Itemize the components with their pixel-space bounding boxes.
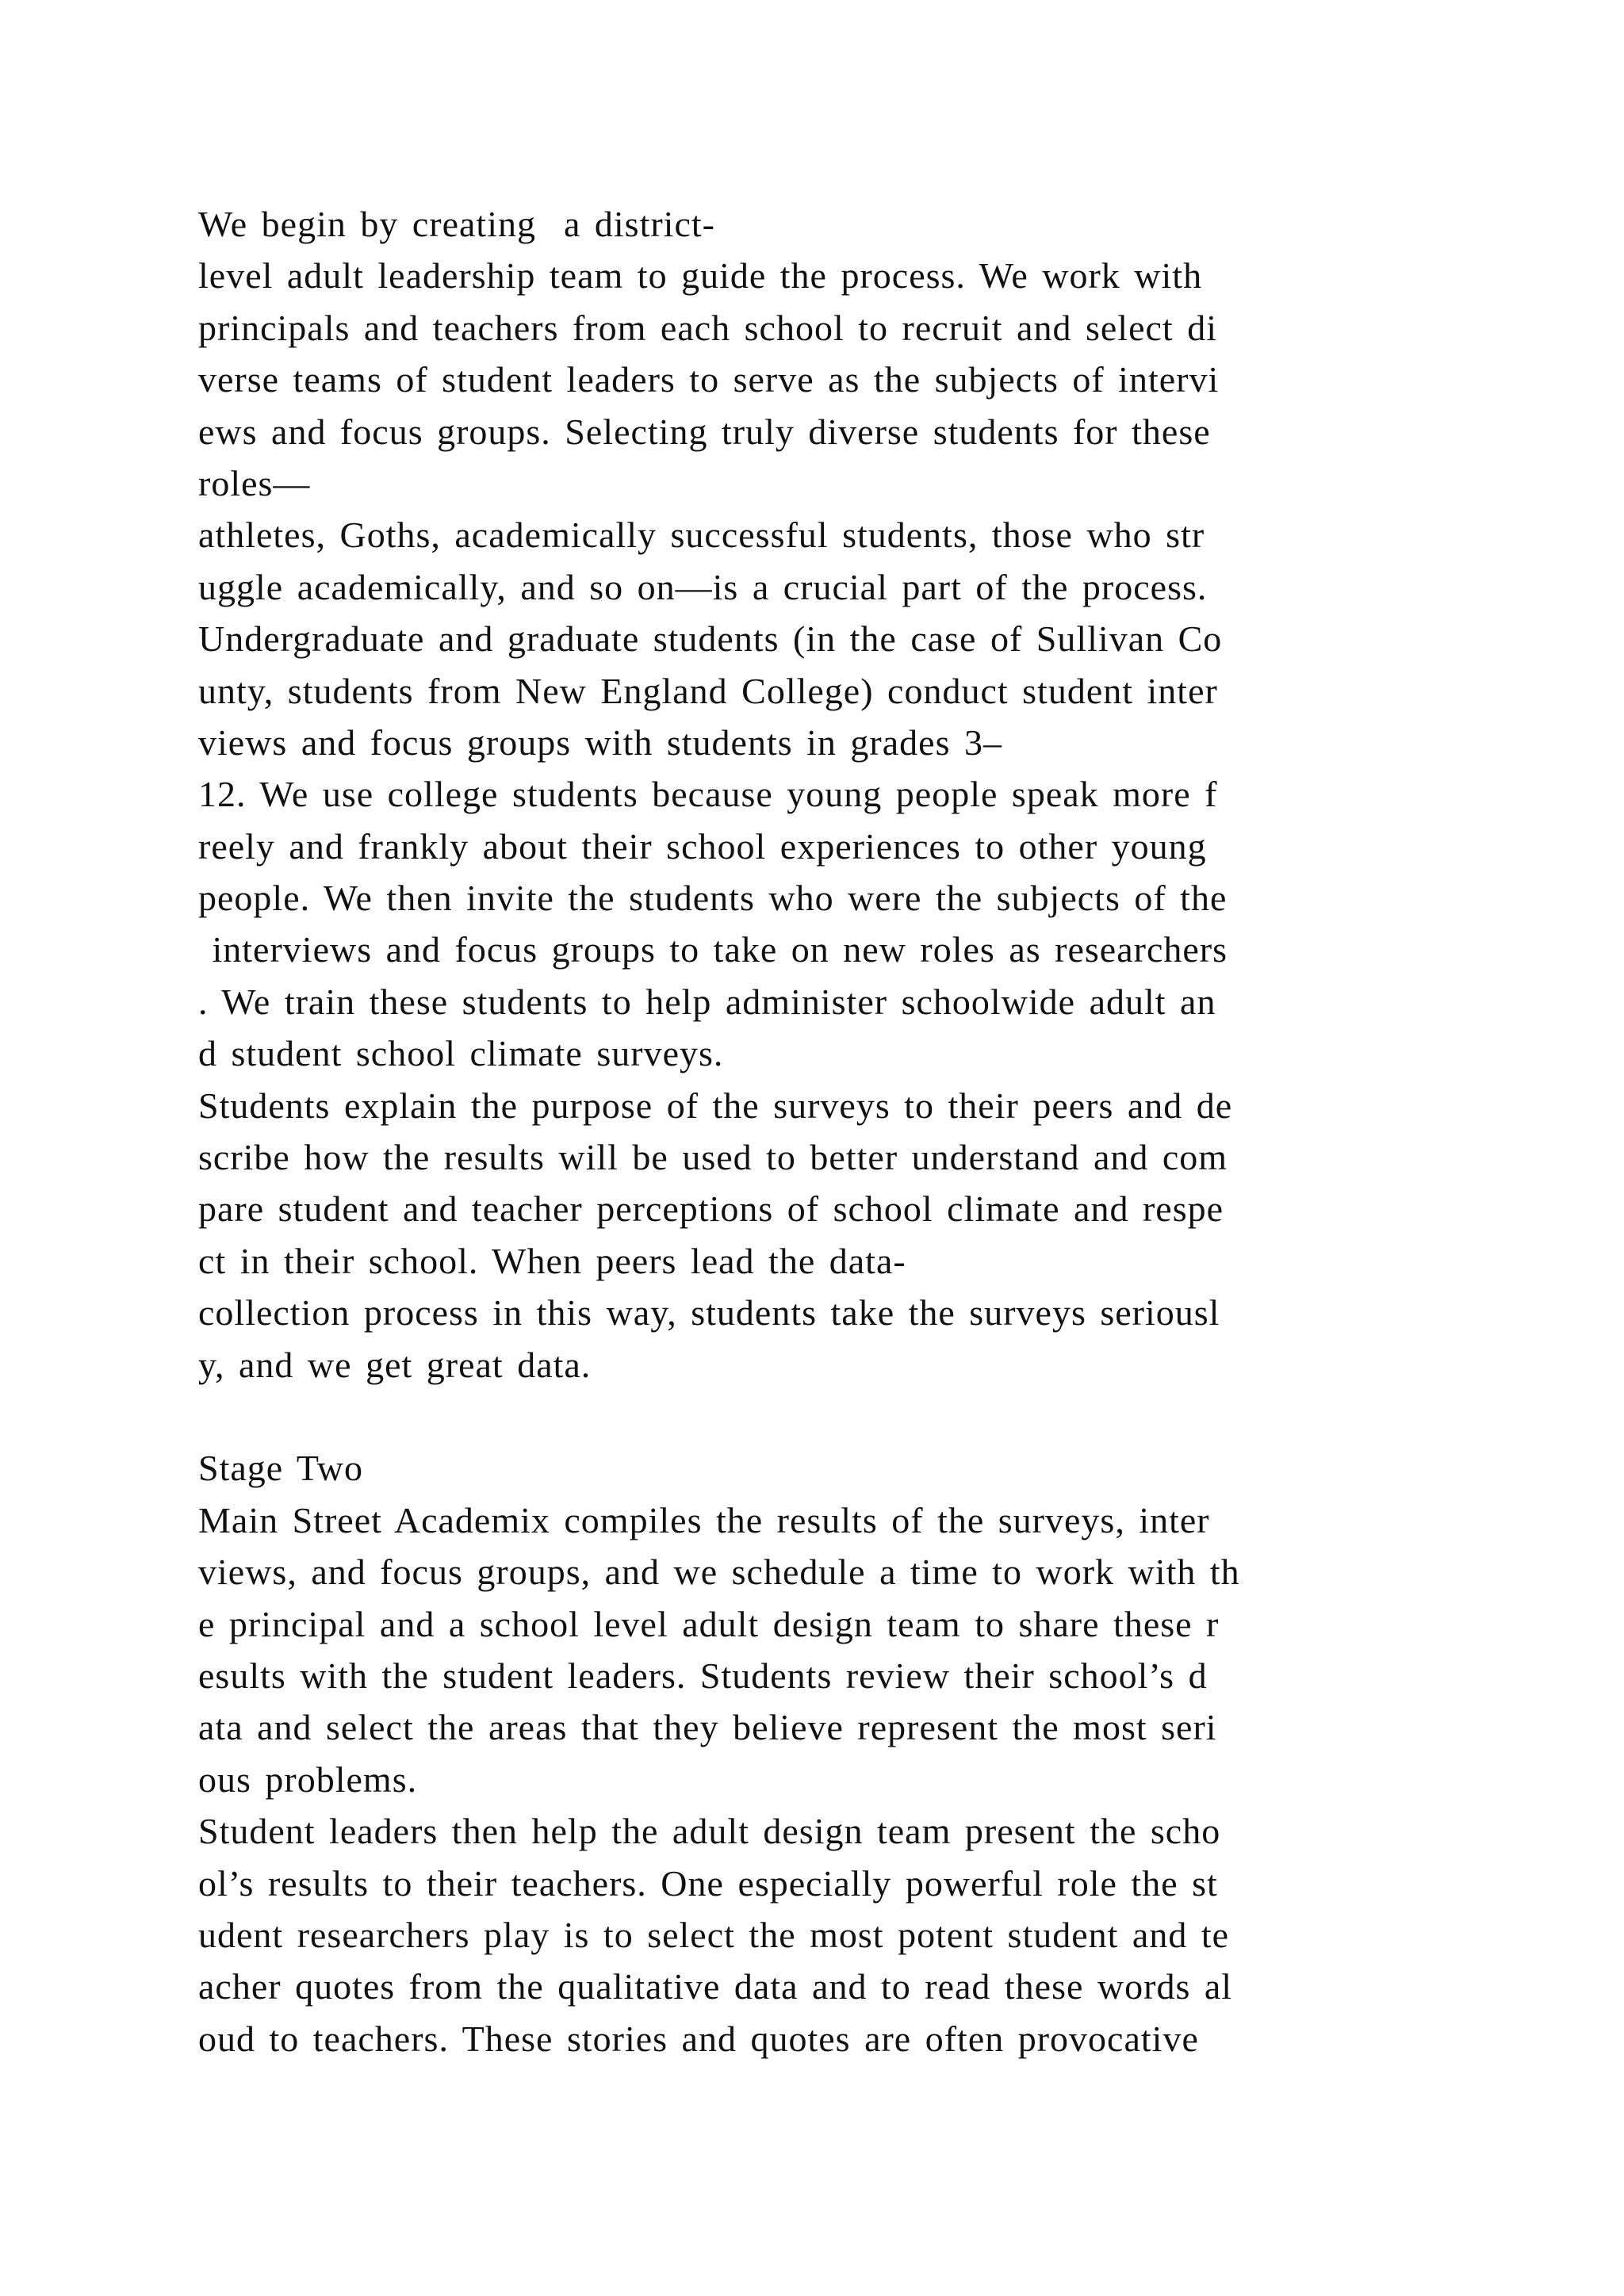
text-line: ous problems. bbox=[198, 1758, 418, 1800]
text-line: We begin by creating a district- bbox=[198, 204, 715, 244]
text-line: acher quotes from the qualitative data and to read these words al bbox=[198, 1966, 1233, 2007]
text-line: e principal and a school level adult design team to share these r bbox=[198, 1603, 1220, 1644]
text-line: ol’s results to their teachers. One especially powerful role the st bbox=[198, 1862, 1218, 1904]
text-line: Main Street Academix compiles the results of the surveys, inter bbox=[198, 1499, 1210, 1540]
text-line: y, and we get great data. bbox=[198, 1344, 592, 1385]
text-line: views and focus groups with students in grades 3– bbox=[198, 721, 1002, 763]
text-line: reely and frankly about their school experiences to other young bbox=[198, 825, 1207, 867]
text-line: collection process in this way, students take the surveys seriousl bbox=[198, 1292, 1220, 1334]
text-line: roles— bbox=[198, 462, 311, 503]
text-line: people. We then invite the students who were the subjects of the bbox=[198, 878, 1228, 919]
text-line: 12. We use college students because young people speak more f bbox=[198, 774, 1218, 815]
text-line: ct in their school. When peers lead the data- bbox=[198, 1240, 906, 1281]
text-line: level adult leadership team to guide the process. We work with bbox=[198, 255, 1203, 297]
text-line: esults with the student leaders. Students review their school’s d bbox=[198, 1655, 1208, 1696]
text-line: ata and select the areas that they believe represent the most seri bbox=[198, 1707, 1217, 1748]
text-line: athletes, Goths, academically successful students, those who str bbox=[198, 515, 1205, 556]
text-line: Students explain the purpose of the surveys to their peers and de bbox=[198, 1085, 1233, 1126]
text-line: Undergraduate and graduate students (in the case of Sullivan Co bbox=[198, 618, 1223, 660]
paragraph-4 bbox=[198, 1805, 1467, 2064]
text-line: Student leaders then help the adult design team present the scho bbox=[198, 1811, 1221, 1852]
text-line: views, and focus groups, and we schedule a time to work with th bbox=[198, 1552, 1240, 1593]
paragraph-3 bbox=[198, 1494, 1467, 1805]
section-heading: Stage Two bbox=[198, 1448, 363, 1489]
text-line: scribe how the results will be used to better understand and com bbox=[198, 1137, 1228, 1178]
text-line: ews and focus groups. Selecting truly diverse students for these bbox=[198, 411, 1211, 452]
text-line: pare student and teacher perceptions of school climate and respe bbox=[198, 1188, 1224, 1230]
text-line: udent researchers play is to select the most potent student and te bbox=[198, 1914, 1230, 1955]
text-line: . We train these students to help administer schoolwide adult an bbox=[198, 981, 1216, 1022]
paragraph-2 bbox=[198, 1080, 1467, 1391]
text-line: oud to teachers. These stories and quotes are often provocative bbox=[198, 2018, 1199, 2059]
text-line: d student school climate surveys. bbox=[198, 1033, 724, 1074]
document-body bbox=[198, 198, 1467, 2064]
text-line: principals and teachers from each school to recruit and select di bbox=[198, 307, 1217, 348]
text-line: verse teams of student leaders to serve as the subjects of intervi bbox=[198, 359, 1220, 400]
paragraph-1 bbox=[198, 198, 1467, 1080]
text-line: unty, students from New England College) conduct student inter bbox=[198, 670, 1218, 711]
text-line: uggle academically, and so on—is a crucial part of the process. bbox=[198, 566, 1208, 607]
text-line: interviews and focus groups to take on new roles as researchers bbox=[198, 929, 1228, 970]
blank-line bbox=[198, 1391, 1467, 1442]
